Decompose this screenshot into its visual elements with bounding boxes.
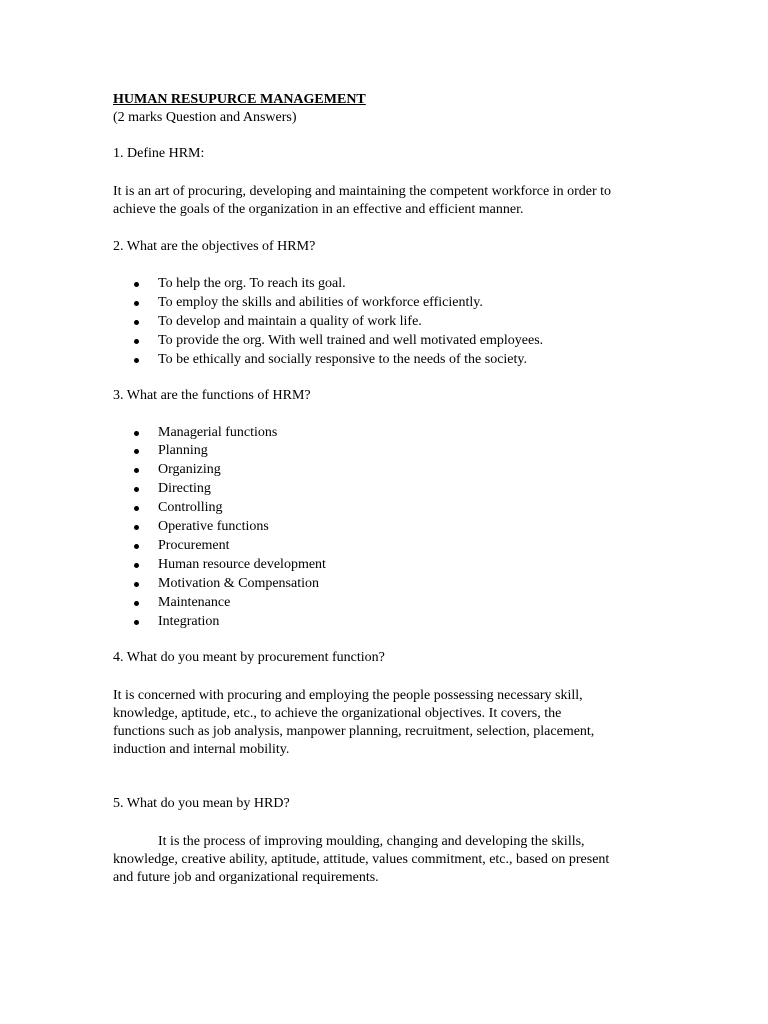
answer-1-line-2: achieve the goals of the organization in an effective and efficient manner. [113, 202, 524, 217]
list-item [113, 313, 673, 332]
bullet-icon [134, 282, 139, 287]
bullet-icon [134, 320, 139, 325]
answer-5-line-1: It is the process of improving moulding, changing and developing the skills, [158, 833, 585, 849]
list-item [113, 275, 673, 294]
bullet-icon [134, 339, 139, 344]
bullet-icon [134, 449, 139, 454]
question-4: 4. What do you meant by procurement function? [113, 649, 385, 665]
list-item [113, 424, 673, 443]
list-item [113, 613, 673, 632]
list-item [113, 518, 673, 537]
list-item-text: Directing [158, 481, 211, 497]
list-item-text: Procurement [158, 537, 230, 553]
list-item-text: Integration [158, 613, 220, 629]
bullet-icon [134, 487, 139, 492]
answer-4-line-3: functions such as job analysis, manpower planning, recruitment, selection, placement, [113, 723, 595, 739]
list-item-text: Organizing [158, 462, 221, 478]
list-item-text: Maintenance [158, 594, 231, 610]
answer-1 [113, 183, 673, 219]
bullet-icon [134, 468, 139, 473]
bullet-icon [134, 431, 139, 436]
answer-4-line-2: knowledge, aptitude, etc., to achieve the organizational objectives. It covers, the [113, 705, 562, 721]
bullet-icon [134, 620, 139, 625]
list-item [113, 575, 673, 594]
answer-5 [113, 833, 673, 887]
answer-1-line-1: It is an art of procuring, developing and maintaining the competent workforce in order to [113, 184, 612, 199]
question-2: 2. What are the objectives of HRM? [113, 239, 316, 254]
list-item [113, 594, 673, 613]
bullet-icon [134, 601, 139, 606]
list-item-text: To employ the skills and abilities of workforce efficiently. [158, 294, 483, 310]
list-item-text: To help the org. To reach its goal. [158, 276, 346, 291]
list-item-text: Operative functions [158, 519, 269, 535]
list-item [113, 480, 673, 499]
answer-5-line-3: and future job and organizational requirements. [113, 869, 379, 885]
list-item-text: Planning [158, 443, 208, 459]
list-item [113, 499, 673, 518]
list-item-text: Motivation & Compensation [158, 575, 319, 591]
list-item-text: To develop and maintain a quality of work life. [158, 313, 422, 329]
bullet-icon [134, 301, 139, 306]
answer-5-line-2: knowledge, creative ability, aptitude, attitude, values commitment, etc., based on present [113, 851, 610, 867]
answer-4 [113, 687, 673, 759]
list-item [113, 351, 673, 370]
question-1: 1. Define HRM: [113, 146, 205, 161]
bullet-icon [134, 358, 139, 363]
list-item [113, 442, 673, 461]
list-item [113, 294, 673, 313]
functions-list [113, 424, 673, 632]
list-item-text: To provide the org. With well trained and well motivated employees. [158, 332, 544, 348]
list-item [113, 556, 673, 575]
bullet-icon [134, 525, 139, 530]
bullet-icon [134, 544, 139, 549]
list-item-text: Controlling [158, 500, 223, 516]
list-item [113, 332, 673, 351]
objectives-list [113, 275, 673, 370]
answer-4-line-4: induction and internal mobility. [113, 741, 290, 757]
document-page [113, 91, 673, 887]
list-item-text: Human resource development [158, 556, 326, 572]
document-subtitle: (2 marks Question and Answers) [113, 110, 297, 125]
question-5: 5. What do you mean by HRD? [113, 795, 290, 811]
list-item-text: To be ethically and socially responsive to the needs of the society. [158, 351, 528, 367]
question-3: 3. What are the functions of HRM? [113, 387, 311, 403]
document-title: HUMAN RESUPURCE MANAGEMENT [113, 92, 366, 107]
list-item-text: Managerial functions [158, 424, 278, 440]
answer-4-line-1: It is concerned with procuring and employing the people possessing necessary skill, [113, 687, 583, 703]
bullet-icon [134, 582, 139, 587]
list-item [113, 537, 673, 556]
bullet-icon [134, 563, 139, 568]
list-item [113, 461, 673, 480]
bullet-icon [134, 506, 139, 511]
